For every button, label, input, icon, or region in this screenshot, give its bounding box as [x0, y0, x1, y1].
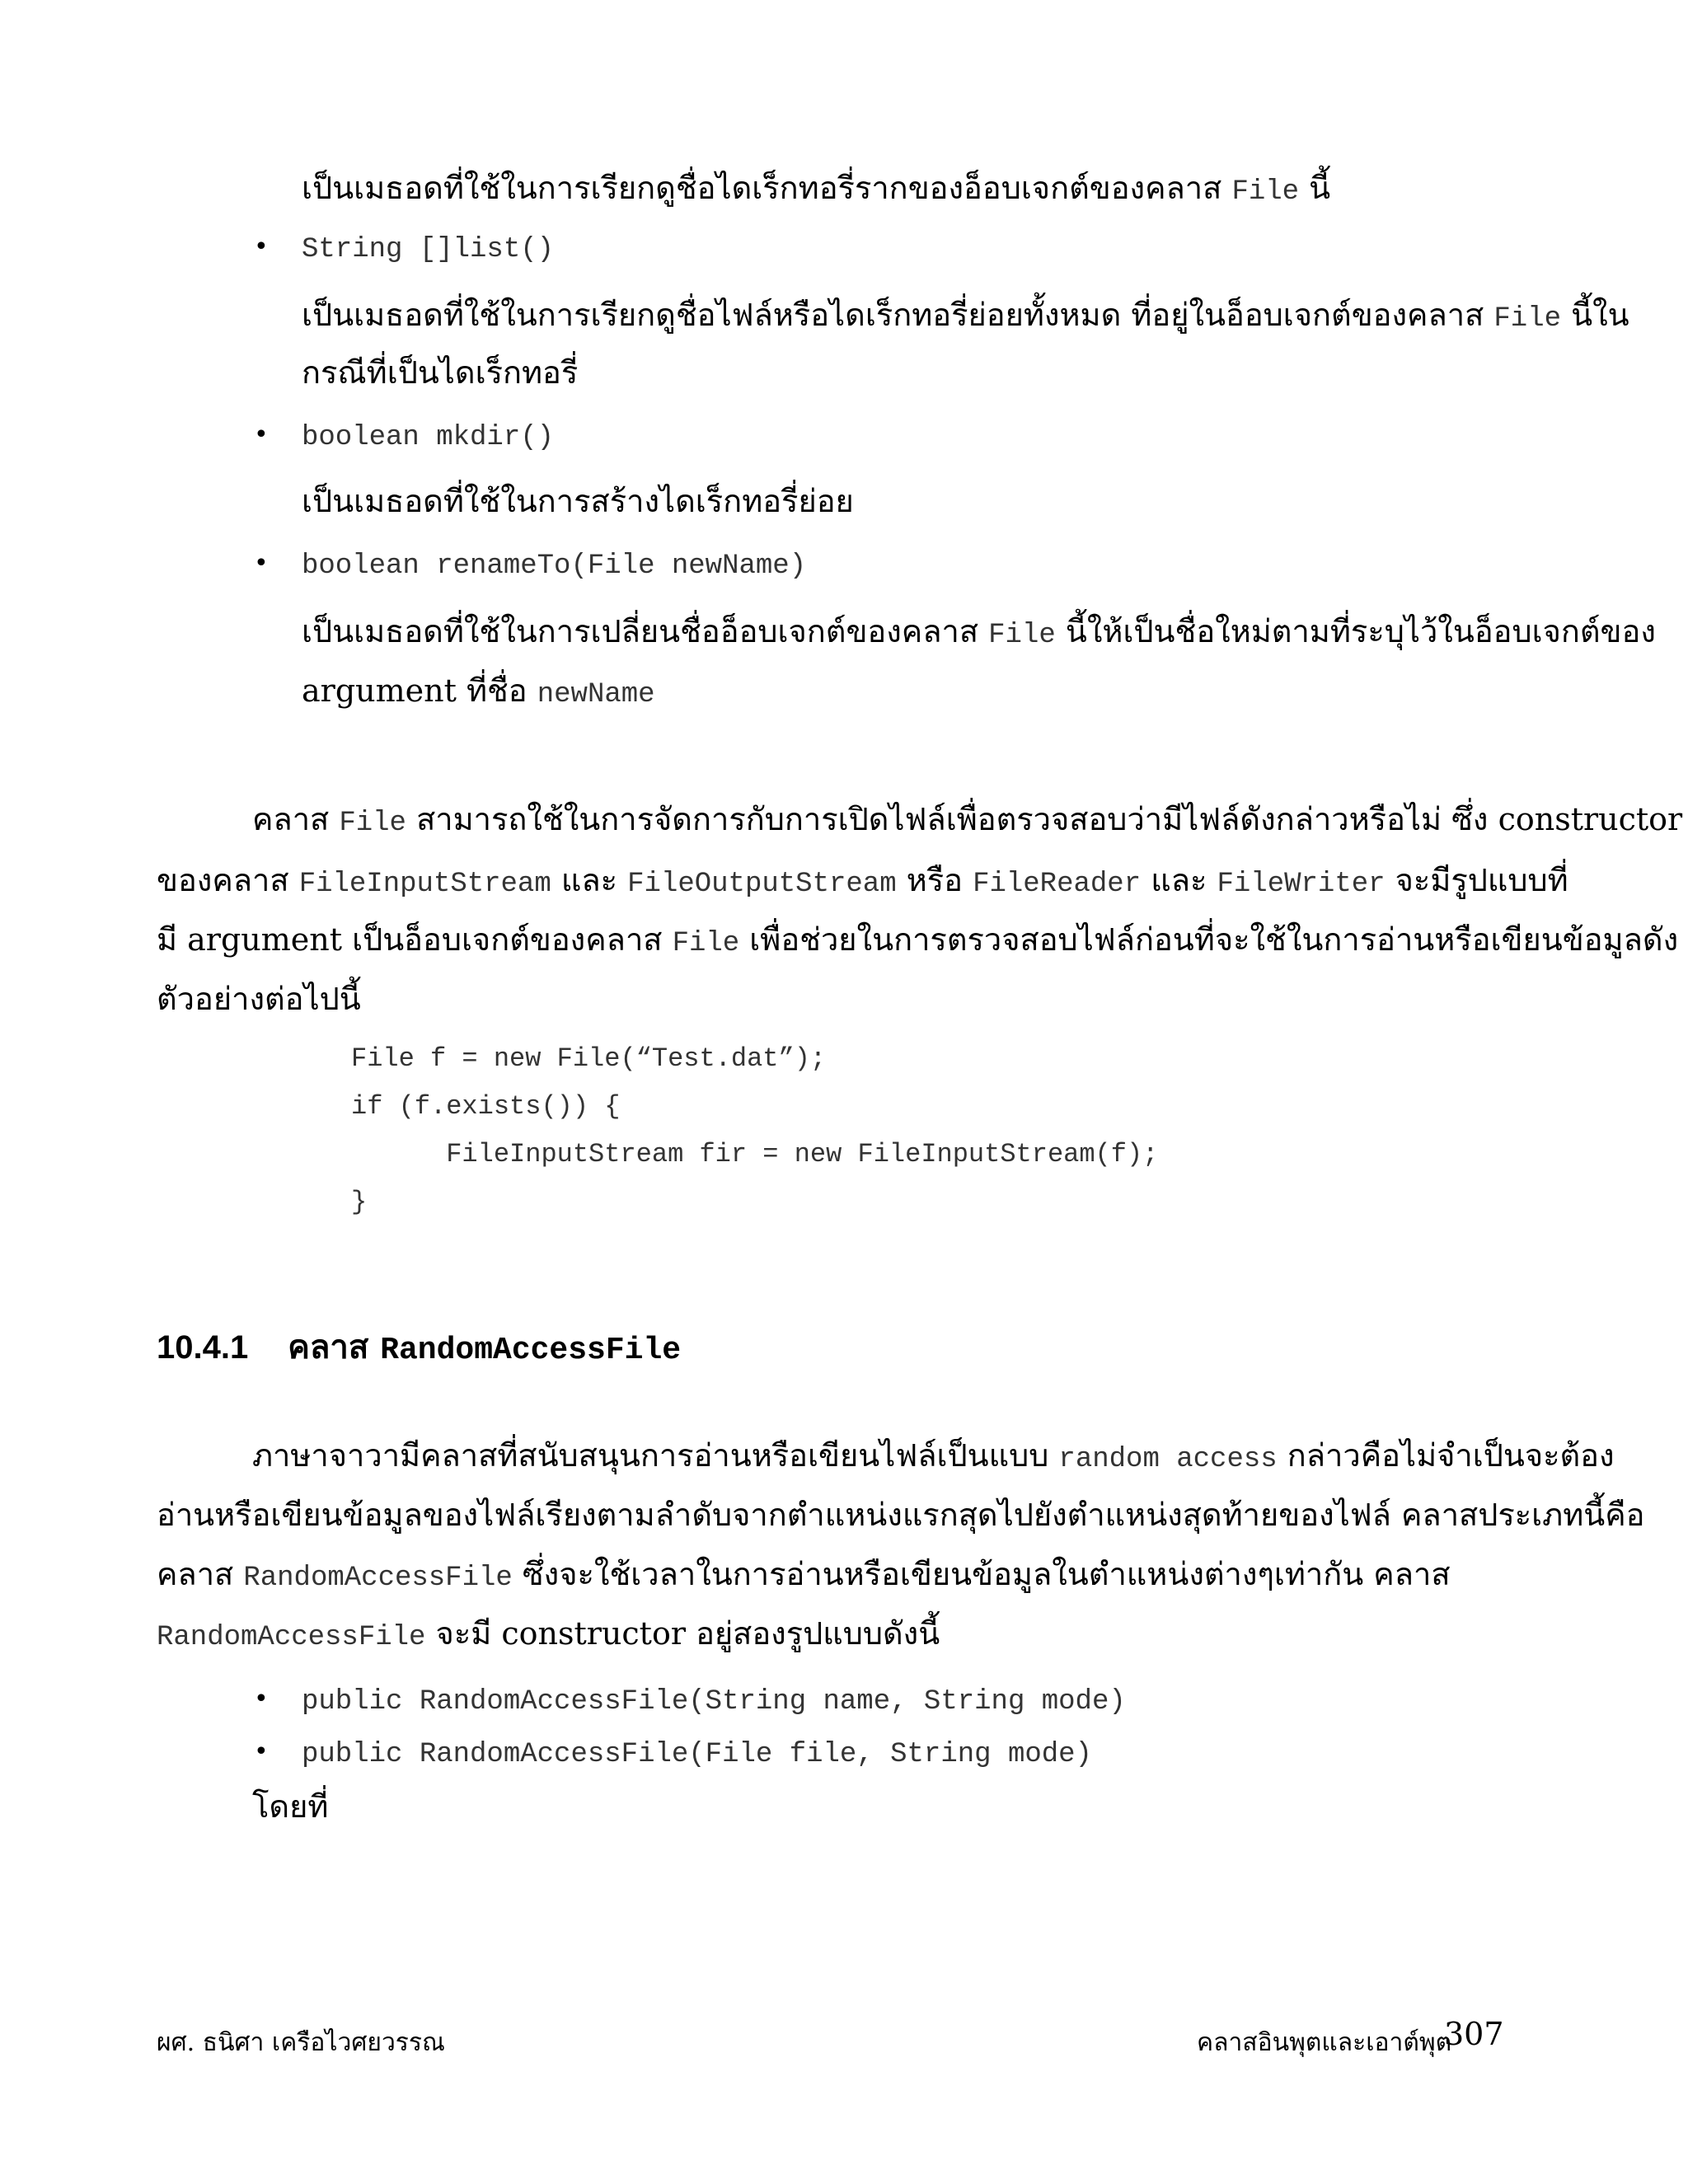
bullet-icon: •	[254, 1685, 269, 1713]
paragraph-line: คลาส File สามารถใช้ในการจัดการกับการเปิดไฟล์เพื่อตรวจสอบว่ามีไฟล์ดังกล่าวหรือไม่ ซึ่ง constructor	[252, 801, 1683, 839]
inline-code: FileWriter	[1217, 869, 1386, 900]
code-line: FileInputStream fir = new FileInputStream(f);	[351, 1139, 1159, 1169]
inline-code: FileReader	[973, 869, 1142, 900]
paragraph-line: ภาษาจาวามีคลาสที่สนับสนุนการอ่านหรือเขียนไฟล์เป็นแบบ random access กล่าวคือไม่จำเป็นจะต้อง	[252, 1437, 1615, 1475]
method-rename: boolean renameTo(File newName)	[302, 551, 807, 582]
method-mkdir: boolean mkdir()	[302, 422, 555, 453]
inline-code: newName	[537, 679, 655, 710]
inline-code: FileOutputStream	[627, 869, 897, 900]
inline-code: File	[988, 620, 1056, 651]
paragraph-line: อ่านหรือเขียนข้อมูลของไฟล์เรียงตามลำดับจากตำแหน่งแรกสุดไปยังตำแหน่งสุดท้ายของไฟล์ คลาสประเภทนี้คือ	[157, 1497, 1645, 1533]
inline-code: RandomAccessFile	[157, 1622, 426, 1653]
page-number: 307	[1444, 2016, 1504, 2052]
inline-code: random access	[1058, 1444, 1278, 1475]
paragraph-line: RandomAccessFile จะมี constructor อยู่สองรูปแบบดังนี้	[157, 1615, 940, 1653]
bullet-icon: •	[254, 549, 269, 578]
rename-desc: เป็นเมธอดที่ใช้ในการเปลี่ยนชื่ออ็อบเจกต์ของคลาส File นี้ให้เป็นชื่อใหม่ตามที่ระบุไว้ในอ็อบเจกต์ของ	[302, 613, 1656, 651]
file-root-desc: เป็นเมธอดที่ใช้ในการเรียกดูชื่อไดเร็กทอรี่รากของอ็อบเจกต์ของคลาส File นี้	[302, 170, 1331, 208]
constructor-1: public RandomAccessFile(String name, String mode)	[302, 1686, 1126, 1718]
paragraph-line: ตัวอย่างต่อไปนี้	[157, 981, 361, 1017]
inline-code: File	[1231, 176, 1300, 208]
paragraph-line: ของคลาส FileInputStream และ FileOutputStream หรือ FileReader และ FileWriter จะมีรูปแบบที่	[157, 862, 1568, 900]
section-heading: 10.4.1 คลาส RandomAccessFile	[157, 1328, 682, 1368]
code-line: if (f.exists()) {	[351, 1091, 621, 1122]
code-line: }	[351, 1187, 368, 1217]
rename-desc-cont: argument ที่ชื่อ newName	[302, 673, 655, 710]
bullet-icon: •	[254, 1737, 269, 1766]
footer-chapter: คลาสอินพุตและเอาต์พุต	[1197, 2028, 1452, 2057]
closing-text: โดยที่	[252, 1788, 329, 1825]
bullet-icon: •	[254, 232, 269, 261]
footer-author: ผศ. ธนิศา เครือไวศยวรรณ	[157, 2028, 445, 2057]
bullet-icon: •	[254, 420, 269, 449]
list-desc-cont: กรณีที่เป็นไดเร็กทอรี่	[302, 354, 579, 391]
inline-code: File	[339, 808, 406, 839]
paragraph-line: คลาส RandomAccessFile ซึ่งจะใช้เวลาในการอ่านหรือเขียนข้อมูลในตำแหน่งต่างๆเท่ากัน คลาส	[157, 1556, 1451, 1594]
list-desc: เป็นเมธอดที่ใช้ในการเรียกดูชื่อไฟล์หรือไดเร็กทอรี่ย่อยทั้งหมด ที่อยู่ในอ็อบเจกต์ของคลาส File นี้ใน	[302, 297, 1629, 335]
code-line: File f = new File(“Test.dat”);	[351, 1043, 827, 1074]
paragraph-line: มี argument เป็นอ็อบเจกต์ของคลาส File เพื่อช่วยในการตรวจสอบไฟล์ก่อนที่จะใช้ในการอ่านหรือเขียนข้อมูลดัง	[157, 921, 1679, 959]
inline-code: File	[1493, 303, 1562, 335]
inline-code: File	[672, 928, 740, 959]
method-list: String []list()	[302, 234, 555, 265]
inline-code: FileInputStream	[298, 869, 551, 900]
constructor-2: public RandomAccessFile(File file, String mode)	[302, 1739, 1092, 1770]
inline-code: RandomAccessFile	[243, 1563, 513, 1594]
mkdir-desc: เป็นเมธอดที่ใช้ในการสร้างไดเร็กทอรี่ย่อย	[302, 483, 854, 519]
